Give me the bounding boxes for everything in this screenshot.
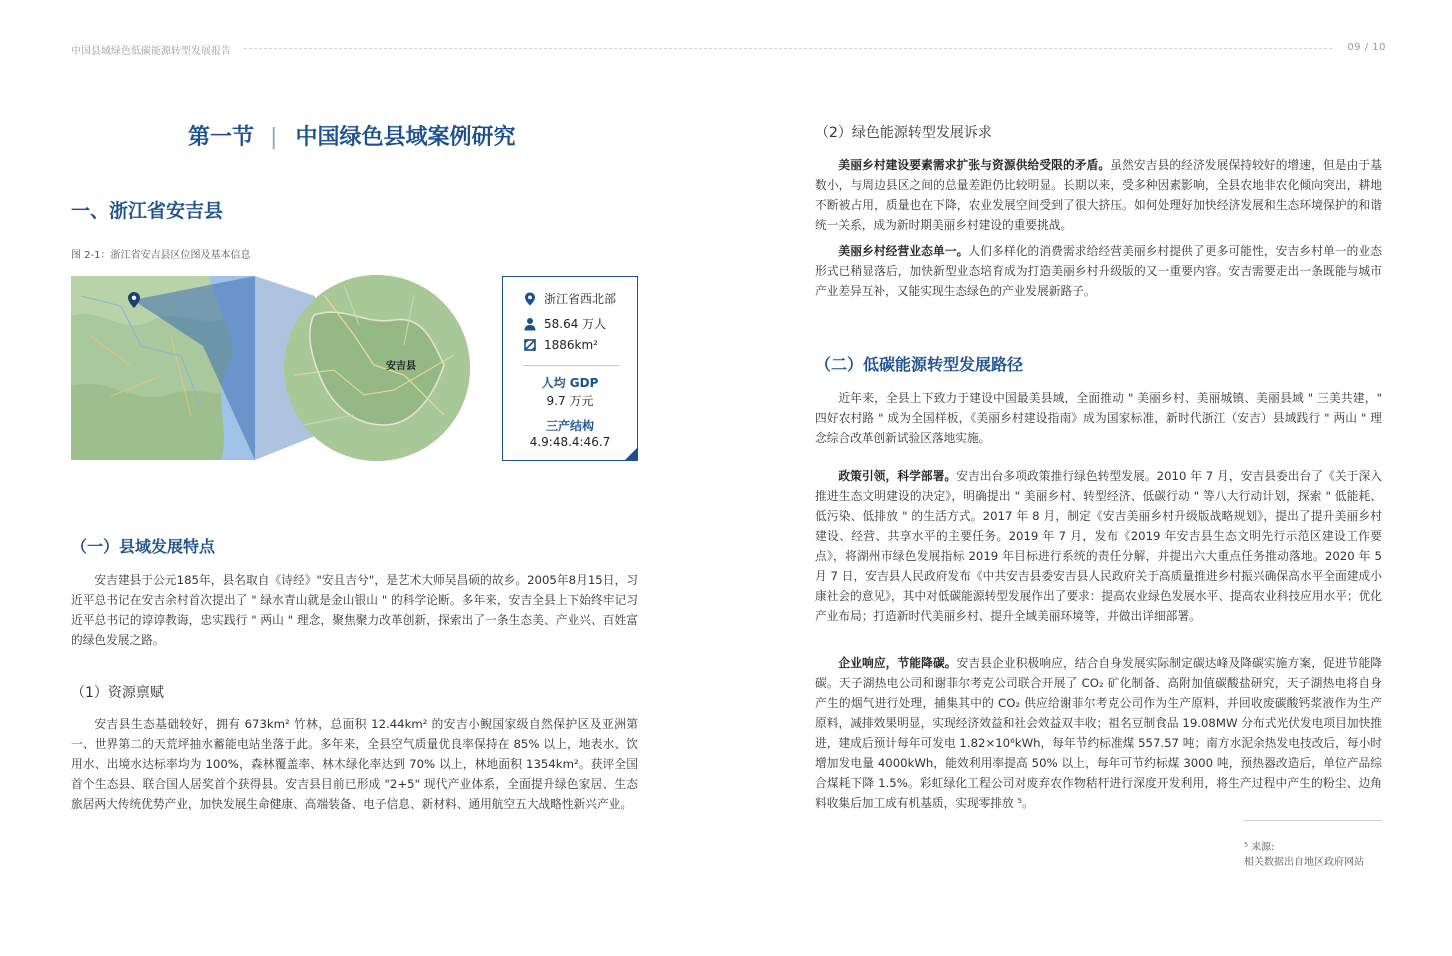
section-divider: |	[270, 125, 278, 150]
county-detail-graphic	[284, 275, 470, 461]
area-icon	[523, 338, 537, 352]
policy-lead: 政策引领，科学部署。	[838, 469, 957, 483]
path-heading: （二）低碳能源转型发展路径	[815, 355, 1024, 374]
structure-label: 三产结构	[545, 419, 594, 433]
figure-caption: 图 2-1：浙江省安吉县区位图及基本信息	[71, 250, 251, 261]
features-intro: 安吉建县于公元185年，县名取自《诗经》"安且吉兮"，是艺术大师吴昌硕的故乡。2005年8月15日，习近平总书记在安吉余村首次提出了 " 绿水青山就是金山银山 " 的科学论断。多年来，安吉全县上下始终牢记习近平总书记的谆谆教诲，忠实践行 " 两山 " 理念，聚焦聚力改革创新，探索出了一条生态美、产业兴、百姓富的绿色发展之路。	[71, 573, 638, 647]
map-pin-icon	[523, 292, 537, 306]
demands-paragraph-2	[815, 241, 1382, 301]
county-heading: 一、浙江省安吉县	[71, 200, 224, 222]
footnote-label: ⁵ 来源:	[1244, 842, 1275, 853]
info-population-text: 58.64 万人	[544, 317, 607, 331]
gdp-label: 人均 GDP	[541, 376, 599, 390]
footnote-divider	[1244, 820, 1382, 821]
demands-p1-body: 虽然安吉县的经济发展保持较好的增速，但是由于基数小，与周边县区之间的总量差距仍比较明显。长期以来，受多种因素影响，全县农地非农化倾向突出，耕地不断被占用，质量也在下降，农业发展空间受到了很大挤压。如何处理好加快经济发展和生态环境保护的和谐统一关系，成为新时期美丽乡村建设的重要挑战。	[815, 158, 1382, 232]
county-detail-map	[284, 275, 470, 461]
resources-heading: （1）资源禀赋	[71, 685, 164, 701]
policy-body: 安吉出台多项政策推行绿色转型发展。2010 年 7 月，安吉县委出台了《关于深入推进生态文明建设的决定》，明确提出 " 美丽乡村、转型经济、低碳行动 " 等八大行动计划，探索 " 低能耗、低污染、低排放 " 的生活方式。2017 年 8 月，制定《安吉美丽乡村升级版战略规划》，提出了提升美丽乡村建设、经营、共享水平的主要任务。2019 年 7 月，发布《2019 年安吉县生态文明先行示范区建设工作要点》，将湖州市绿色发展指标 2019 年目标进行系统的责任分解，并提出六大重点任务推动落地。2020 年 5 月 7 日，安吉县人民政府发布《中共安吉县委安吉县人民政府关于高质量推进乡村振兴确保高水平全面建成小康社会的意见》，其中对低碳能源转型发展作出了要求：提高农业绿色发展水平、提高农业科技应用水平；优化产业布局；打造新时代美丽乡村、提升全域美丽环境等，并做出详细部署。	[815, 469, 1382, 623]
features-heading: （一）县域发展特点	[71, 537, 216, 556]
structure-value: 4.9:48.4:46.7	[529, 435, 611, 449]
resources-text: 安吉县生态基础较好，拥有 673km² 竹林，总面积 12.44km² 的安吉小鲵国家级自然保护区及亚洲第一、世界第二的天荒坪抽水蓄能电站坐落于此。多年来，全县空气质量优良率保持在 85% 以上，地表水、饮用水、出境水达标率均为 100%，森林覆盖率、林木绿化率达到 70% 以上，林地面积 1354km²。获评全国首个生态县、联合国人居奖首个获得县。安吉县目前已形成 "2+5" 现代产业体系，全面提升绿色家居、生态旅居两大传统优势产业，加快发展生命健康、高端装备、电子信息、新材料、通用航空五大战略性新兴产业。	[71, 717, 638, 811]
demands-p2-body: 人们多样化的消费需求给经营美丽乡村提供了更多可能性，安吉乡村单一的业态形式已稍显落后，加快新型业态培育成为打造美丽乡村升级版的又一重要内容。安吉需要走出一条既能与城市产业差异互补，又能实现生态绿色的产业发展新路子。	[815, 244, 1382, 298]
province-map	[71, 276, 255, 460]
section-title	[188, 120, 515, 151]
report-title: 中国县域绿色低碳能源转型发展报告	[71, 46, 231, 57]
info-location	[523, 290, 616, 307]
location-pin-icon	[128, 292, 140, 308]
card-corner-fold	[624, 447, 638, 461]
section-label: 第一节	[188, 125, 255, 150]
info-area-text: 1886km²	[544, 338, 598, 352]
enterprise-lead: 企业响应，节能降碳。	[838, 656, 957, 670]
gdp-value: 9.7 万元	[546, 394, 594, 408]
demands-paragraph-1	[815, 155, 1382, 235]
footnote-text: 相关数据出自地区政府网站	[1244, 857, 1364, 868]
policy-paragraph	[815, 466, 1382, 626]
section-name: 中国绿色县域案例研究	[295, 125, 516, 150]
path-intro: 近年来，全县上下致力于建设中国最美县域，全面推动 " 美丽乡村、美丽城镇、美丽县域 " 三美共建，" 四好农村路 " 成为全国样板，《美丽乡村建设指南》成为国家标准，新时代浙江（安吉）县域践行 " 两山 " 理念综合改革创新试验区落地实施。	[815, 391, 1382, 445]
info-location-text: 浙江省西北部	[544, 292, 617, 306]
demands-heading: （2）绿色能源转型发展诉求	[815, 125, 992, 141]
zoom-highlight	[71, 276, 255, 460]
person-icon	[523, 317, 537, 331]
demands-p1-lead: 美丽乡村建设要素需求扩张与资源供给受限的矛盾。	[838, 158, 1111, 172]
county-map-label: 安吉县	[386, 361, 416, 372]
info-area	[523, 338, 598, 352]
header-divider	[244, 48, 1332, 49]
info-population	[523, 315, 606, 332]
demands-p2-lead: 美丽乡村经营业态单一。	[838, 244, 969, 258]
info-divider	[523, 365, 619, 366]
enterprise-paragraph	[815, 653, 1382, 813]
page-number: 09 / 10	[1347, 42, 1386, 53]
enterprise-body: 安吉县企业积极响应，结合自身发展实际制定碳达峰及降碳实施方案，促进节能降碳。天子湖热电公司和谢菲尔考克公司联合开展了 CO₂ 矿化制备、高附加值碳酸盐研究，天子湖热电将自身产生的烟气进行处理，捕集其中的 CO₂ 供应给谢菲尔考克公司作为生产原料，并回收废碳酸钙浆液作为生产原料，减排效果明显，实现经济效益和社会效益双丰收；祖名豆制食品 19.08MW 分布式光伏发电项目加快推进，建成后预计每年可发电 1.82×10⁶kWh，每年节约标准煤 557.57 吨；南方水泥余热发电技改后，每小时增加发电量 4000kWh，能效利用率提高 50% 以上，每年可节约标煤 3000 吨，预热器改造后，单位产品综合煤耗下降 1.5%。彩虹绿化工程公司对废弃农作物秸杆进行深度开发利用，将生产过程中产生的粉尘、边角料收集后加工成有机基质，实现零排放 ⁵。	[815, 656, 1382, 810]
county-info-card	[502, 276, 638, 461]
